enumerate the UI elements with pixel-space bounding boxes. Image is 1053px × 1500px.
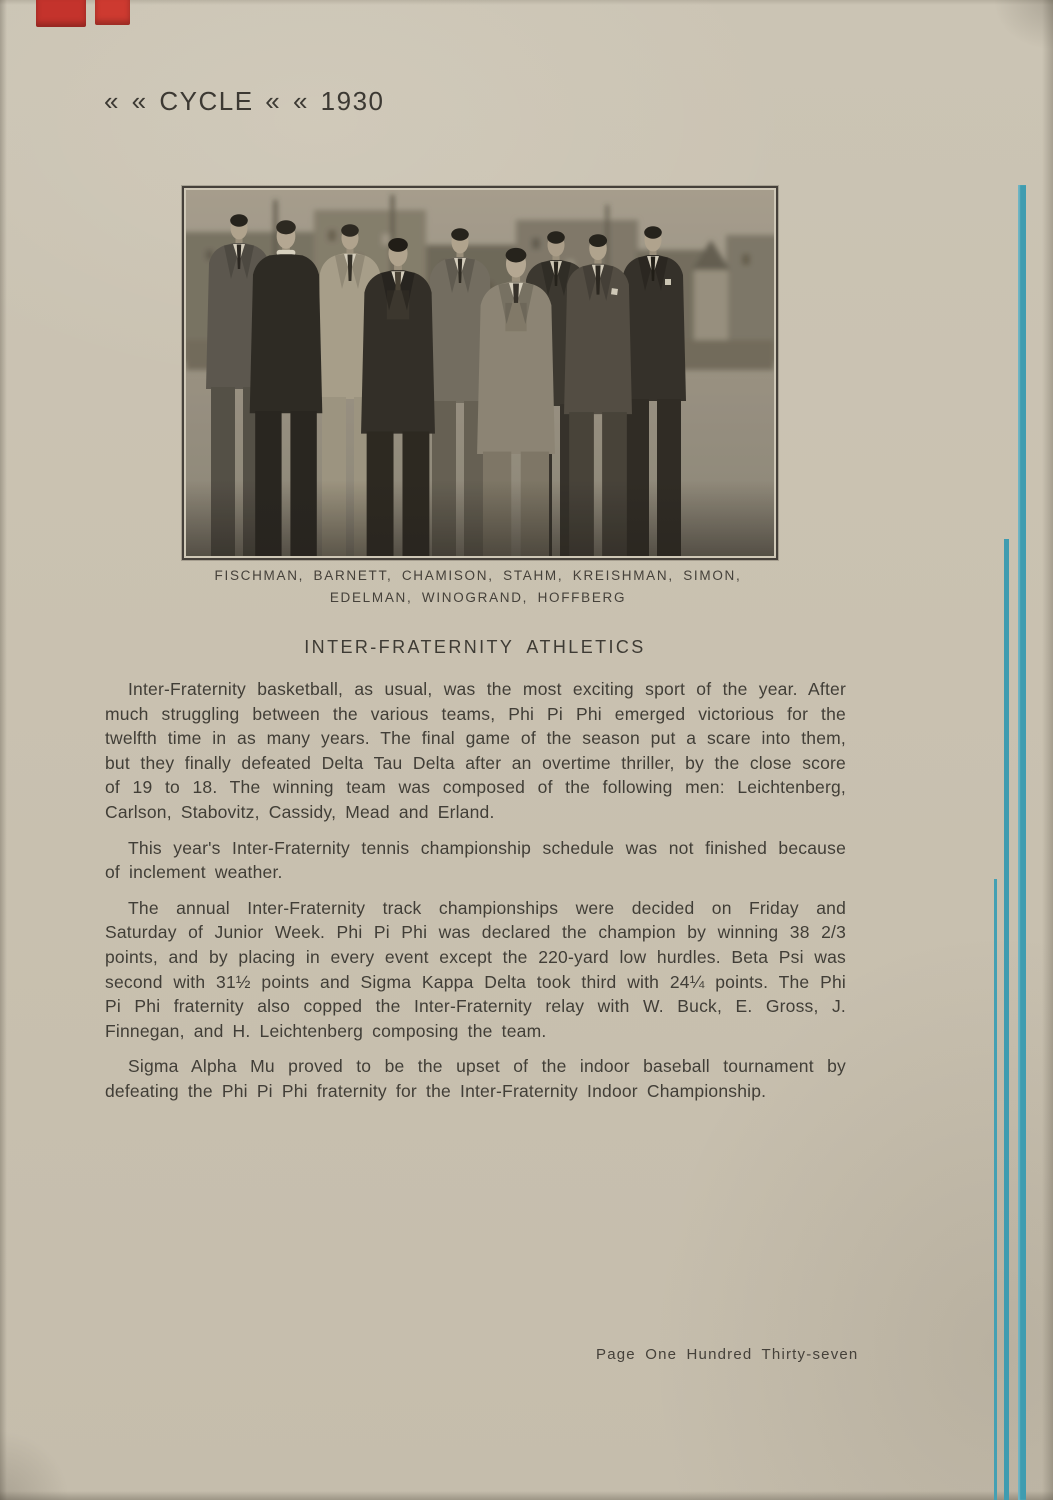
scan-corner-shadow	[0, 1430, 70, 1500]
paragraph-basketball: Inter-Fraternity basketball, as usual, was the most exciting sport of the year. After much struggling between the various teams, Phi Pi Phi emerged victorious for the twelfth time in as many years. The final game of the season put a scare into them, but they finally defeated Delta Tau Delta after an overtime thriller, by the close score of 19 to 18. The winning team was composed of the following men: Leichtenberg, Carlson, Stabovitz, Cassidy, Mead and Erland.	[105, 679, 846, 822]
article-body	[105, 677, 846, 1115]
red-bookmark-mark	[36, 0, 86, 27]
scan-corner-shadow	[993, 0, 1053, 50]
photo-caption	[152, 565, 804, 609]
scan-edge-left	[0, 0, 7, 1500]
photo-caption-line2: EDELMAN, WINOGRAND, HOFFBERG	[329, 590, 627, 605]
group-photo	[182, 186, 778, 560]
photo-caption-line1: FISCHMAN, BARNETT, CHAMISON, STAHM, KREISHMAN, SIMON,	[214, 568, 742, 583]
decorative-rule-thin	[994, 879, 997, 1500]
page-number: Page One Hundred Thirty-seven	[596, 1346, 859, 1363]
paragraph-baseball: Sigma Alpha Mu proved to be the upset of the indoor baseball tournament by defeating the Phi Pi Phi fraternity for the Inter-Fraternity Indoor Championship.	[105, 1056, 846, 1101]
page-header-title: « « CYCLE « « 1930	[104, 86, 385, 116]
paragraph-track: The annual Inter-Fraternity track championships were decided on Friday and Saturday of Junior Week. Phi Pi Phi was declared the champion by winning 38 2/3 points, and by placing in every event except the 220-yard low hurdles. Beta Psi was second with 31½ points and Sigma Kappa Delta took third with 24¼ points. The Phi Pi Phi fraternity also copped the Inter-Fraternity relay with W. Buck, E. Gross, J. Finnegan, and H. Leichtenberg composing the team.	[105, 897, 846, 1041]
scan-edge-top	[0, 0, 1053, 5]
red-bookmark-mark	[95, 0, 130, 25]
scan-edge-bottom	[0, 1491, 1053, 1500]
decorative-rule-medium	[1004, 539, 1009, 1500]
decorative-rule-thick	[1018, 185, 1026, 1500]
section-title: INTER-FRATERNITY ATHLETICS	[304, 637, 646, 657]
paragraph-tennis: This year's Inter-Fraternity tennis championship schedule was not finished because of inclement weather.	[105, 837, 846, 883]
scan-edge-right	[1042, 0, 1053, 1500]
group-photo-illustration	[186, 190, 774, 556]
